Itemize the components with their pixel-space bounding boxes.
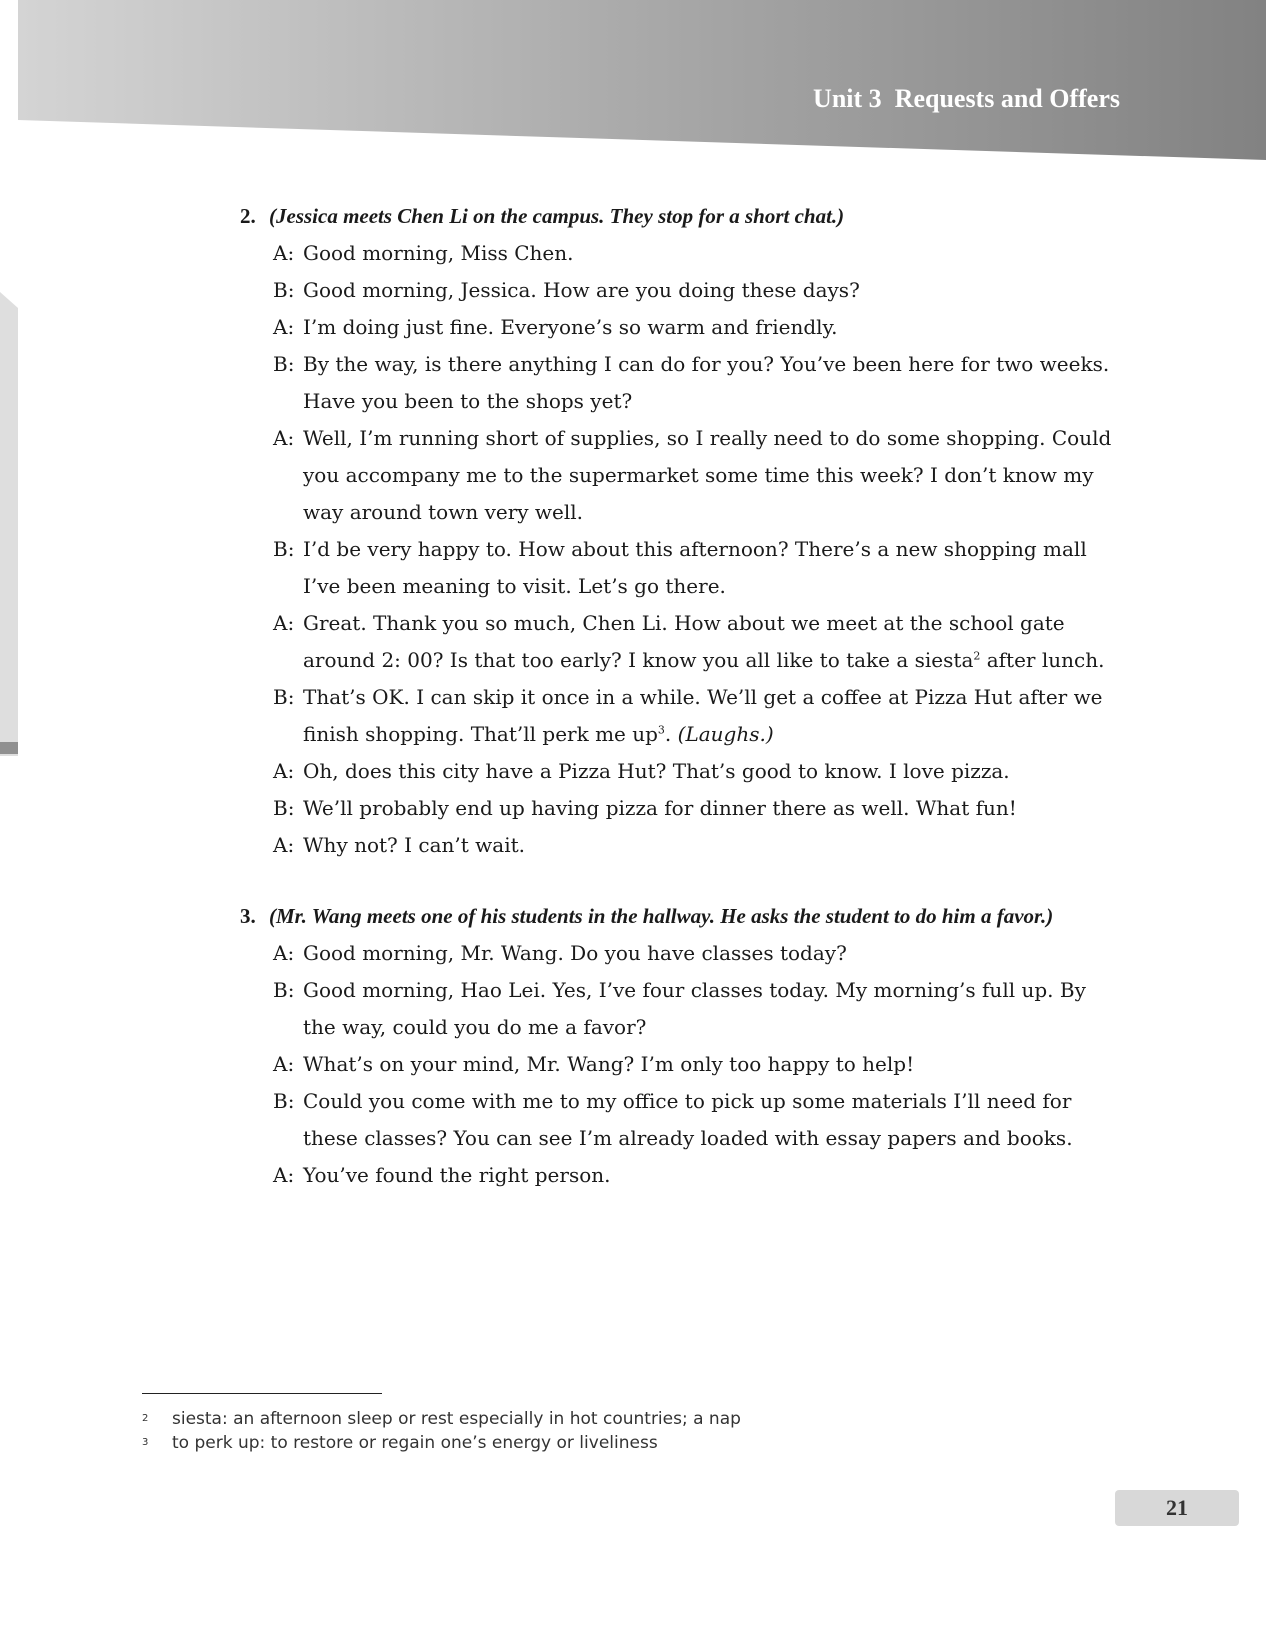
dialogue-number: 3. <box>240 904 256 928</box>
speaker-label: B: <box>273 1089 295 1113</box>
dialogue-line <box>240 420 1120 531</box>
dialogue-line <box>240 346 1120 420</box>
dialogue-description: (Jessica meets Chen Li on the campus. They stop for a short chat.) <box>269 204 845 228</box>
line-text-continued: . <box>664 722 678 746</box>
speaker-label: A: <box>273 426 295 450</box>
speaker-label: A: <box>273 611 295 635</box>
dialogue-line <box>240 272 1120 309</box>
footnote-item <box>142 1431 1042 1455</box>
dialogue-line <box>240 790 1120 827</box>
line-text: Good morning, Mr. Wang. Do you have classes today? <box>303 941 847 965</box>
page-edge-tab-marker <box>0 742 18 754</box>
dialogue-description: (Mr. Wang meets one of his students in the hallway. He asks the student to do him a favor.) <box>269 904 1054 928</box>
dialogue-content <box>240 198 1120 1228</box>
speaker-label: B: <box>273 796 295 820</box>
speaker-label: B: <box>273 685 295 709</box>
line-text: Could you come with me to my office to pick up some materials I’ll need for these classes? You can see I’m already loaded with essay papers and books. <box>303 1089 1073 1150</box>
speaker-label: B: <box>273 978 295 1002</box>
footnote-text: siesta: an afternoon sleep or rest especially in hot countries; a nap <box>172 1409 741 1429</box>
line-text: Good morning, Jessica. How are you doing these days? <box>303 278 860 302</box>
dialogue-line <box>240 1083 1120 1157</box>
speaker-label: A: <box>273 315 295 339</box>
footnote-text: to perk up: to restore or regain one’s energy or liveliness <box>172 1433 658 1453</box>
dialogue-line <box>240 605 1120 679</box>
speaker-label: A: <box>273 941 295 965</box>
line-text: Well, I’m running short of supplies, so I really need to do some shopping. Could you accompany me to the supermarket some time this week? I don’t know my way around town very well. <box>303 426 1112 524</box>
dialogue-line <box>240 309 1120 346</box>
line-text-continued: after lunch. <box>980 648 1105 672</box>
dialogue-heading <box>240 198 1120 235</box>
footnote-reference: 2 <box>973 649 981 663</box>
line-text: Good morning, Hao Lei. Yes, I’ve four classes today. My morning’s full up. By the way, could you do me a favor? <box>303 978 1086 1039</box>
line-text: I’d be very happy to. How about this afternoon? There’s a new shopping mall I’ve been meaning to visit. Let’s go there. <box>303 537 1087 598</box>
line-text: You’ve found the right person. <box>303 1163 611 1187</box>
line-text: Oh, does this city have a Pizza Hut? That’s good to know. I love pizza. <box>303 759 1010 783</box>
dialogue-line <box>240 827 1120 864</box>
running-header-title: Unit 3 Requests and Offers <box>813 84 1120 113</box>
dialogue-line <box>240 531 1120 605</box>
line-text: Great. Thank you so much, Chen Li. How about we meet at the school gate around 2: 00? Is that too early? I know you all like to take a siesta <box>303 611 1065 672</box>
dialogue-line <box>240 935 1120 972</box>
footnotes <box>142 1407 1042 1455</box>
line-text: By the way, is there anything I can do for you? You’ve been here for two weeks. Have you been to the shops yet? <box>303 352 1110 413</box>
dialogue-section <box>240 898 1120 1194</box>
footnote-mark: 3 <box>142 1437 149 1448</box>
line-text: Why not? I can’t wait. <box>303 833 525 857</box>
line-text: Good morning, Miss Chen. <box>303 241 574 265</box>
speaker-label: A: <box>273 1052 295 1076</box>
line-text: I’m doing just fine. Everyone’s so warm and friendly. <box>303 315 838 339</box>
footnote-item <box>142 1407 1042 1431</box>
speaker-label: A: <box>273 759 295 783</box>
page-number: 21 <box>1166 1495 1188 1520</box>
speaker-label: B: <box>273 278 295 302</box>
dialogue-line <box>240 972 1120 1046</box>
dialogue-number: 2. <box>240 204 256 228</box>
dialogue-section <box>240 198 1120 864</box>
dialogue-line <box>240 1046 1120 1083</box>
speaker-label: A: <box>273 241 295 265</box>
line-text: We’ll probably end up having pizza for dinner there as well. What fun! <box>303 796 1017 820</box>
speaker-label: A: <box>273 1163 295 1187</box>
speaker-label: B: <box>273 537 295 561</box>
page-edge-tab <box>0 292 18 756</box>
dialogue-heading <box>240 898 1120 935</box>
dialogue-line <box>240 679 1120 753</box>
footnote-divider <box>142 1393 382 1394</box>
dialogue-line <box>240 235 1120 272</box>
line-text: That’s OK. I can skip it once in a while. We’ll get a coffee at Pizza Hut after we finish shopping. That’ll perk me up <box>303 685 1103 746</box>
speaker-label: B: <box>273 352 295 376</box>
dialogue-line <box>240 753 1120 790</box>
footnote-reference: 3 <box>657 723 665 737</box>
header-band <box>18 0 1266 160</box>
page-number-box <box>1115 1490 1239 1526</box>
stage-direction: (Laughs.) <box>677 722 774 746</box>
footnote-mark: 2 <box>142 1413 149 1424</box>
speaker-label: A: <box>273 833 295 857</box>
line-text: What’s on your mind, Mr. Wang? I’m only too happy to help! <box>303 1052 915 1076</box>
dialogue-line <box>240 1157 1120 1194</box>
